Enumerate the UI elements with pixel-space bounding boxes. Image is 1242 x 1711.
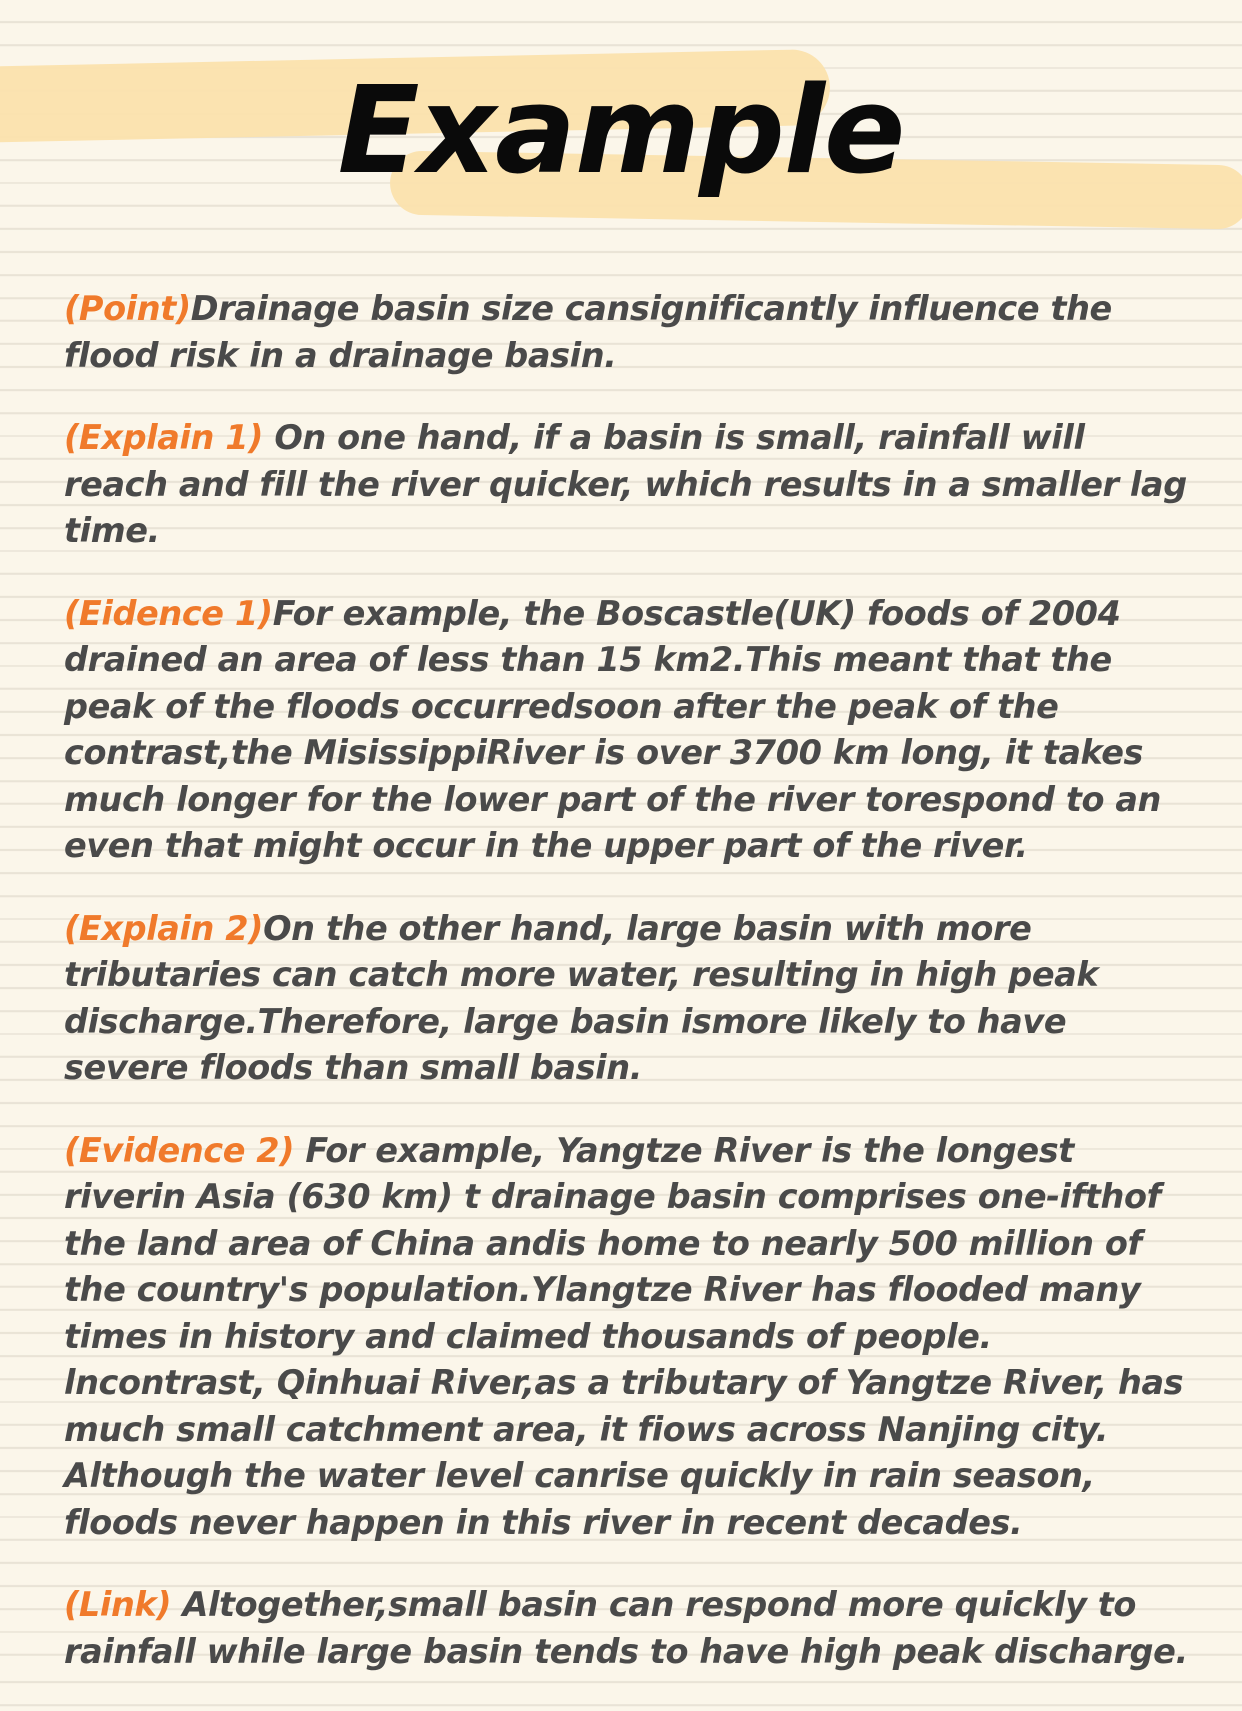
paragraph-text: Altogether,small basin can respond more quickly to rainfall while large basin tends to have high peak discharge. [64,1585,1188,1671]
paragraph-label: (Link) [64,1585,172,1624]
paragraph-label: (Evidence 2) [64,1130,295,1170]
paragraph-text: Drainage basin size cansignificantly influence the flood risk in a drainage basin. [64,289,1112,375]
paragraph-label: (Point) [64,289,191,328]
paragraph-evidence-1 [64,591,1194,870]
paragraph-label: (Eidence 1) [64,593,273,633]
paragraph-text: On one hand, if a basin is small, rainfall will reach and fill the river quicker, which results in a smaller lag time. [64,418,1187,550]
paragraph-text: On the other hand, large basin with more tributaries can catch more water, resulting in high peak discharge.Therefore, large basin ismore likely to have severe floods than small basin. [64,908,1099,1087]
paragraph-text: For example, the Boscastle(UK) foods of 2004 drained an area of less than 15 km2.This meant that the peak of the floods occurredsoon after the peak of the contrast,the MisissippiRiver is over 3700 km long, it takes much longer for the lower part of the river torespond to an even that might occur in the upper part of the river. [64,593,1161,865]
page-title: Example [337,62,905,201]
paragraph-text: For example, Yangtze River is the longest riverin Asia (630 km) t drainage basin comprises one-ifthof the land area of China andis home to nearly 500 million of the country's population.Ylangtze River has flooded many times in history and claimed thousands of people. lncontrast, Qinhuai River,as a tributary of Yangtze River, has much small catchment area, it fiows across Nanjing city. Although the water level canrise quickly in rain season, floods never happen in this river in recent decades. [64,1130,1184,1542]
paragraph-explain-2 [64,906,1194,1092]
paragraph-explain-1 [64,415,1194,555]
paragraph-evidence-2 [64,1128,1194,1547]
paragraph-point [64,286,1194,379]
paragraph-link [64,1582,1194,1675]
paragraph-label: (Explain 1) [64,418,264,457]
essay-body [64,286,1194,1711]
paragraph-label: (Explain 2) [64,908,264,948]
